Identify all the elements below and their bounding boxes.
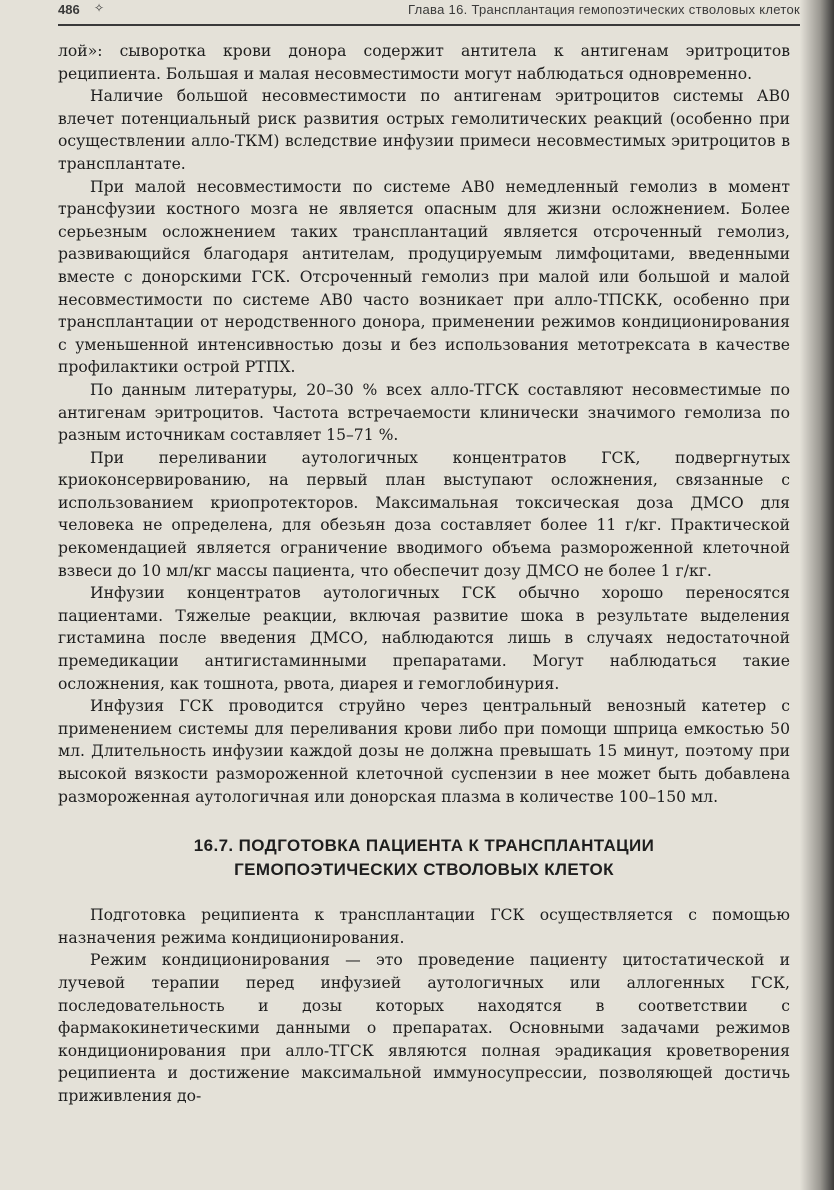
section-heading: [58, 834, 790, 882]
paragraph: Режим кондиционирования — это проведение пациенту цитостатической и лучевой терапии перед инфузией аутологичных или аллогенных ГСК, последовательность и дозы которых находятся в соответствии с фармакокинетическими данными о препаратах. Основными задачами режимов кондиционирования при алло-ТГСК являются полная эрадикация кроветворения реципиента и достижение максимальной иммуносупрессии, позволяющей достичь приживления до-: [58, 951, 790, 1105]
diamond-ornament-icon: ✧: [94, 1, 105, 15]
paragraph: Подготовка реципиента к трансплантации ГСК осуществляется с помощью назначения режима кондиционирования.: [58, 906, 790, 947]
section-heading-line: ГЕМОПОЭТИЧЕСКИХ СТВОЛОВЫХ КЛЕТОК: [234, 860, 614, 880]
running-header: [58, 0, 800, 26]
paragraph: Инфузия ГСК проводится струйно через центральный венозный катетер с применением системы для переливания крови либо при помощи шприца емкостью 50 мл. Длительность инфузии каждой дозы не должна превышать 15 минут, поэтому при высокой вязкости размороженной клеточной суспензии в нее может быть добавлена размороженная аутологичная или донорская плазма в количестве 100–150 мл.: [58, 697, 790, 806]
paragraph: При переливании аутологичных концентратов ГСК, подвергнутых криоконсервированию, на первый план выступают осложнения, связанные с использованием криопротекторов. Максимальная токсическая доза ДМСО для человека не определена, для обезьян доза составляет более 11 г/кг. Практической рекомендацией является ограничение вводимого объема размороженной клеточной взвеси до 10 мл/кг массы пациента, что обеспечит дозу ДМСО не более 1 г/кг.: [58, 448, 790, 580]
binding-shadow: [800, 0, 834, 1190]
paragraph: При малой несовместимости по системе АВ0 немедленный гемолиз в момент трансфузии костного мозга не является опасным для жизни осложнением. Более серьезным осложнением таких трансплантаций является отсроченный гемолиз, развивающийся благодаря антителам, продуцируемым лимфоцитами, введенными вместе с донорскими ГСК. Отсроченный гемолиз при малой или большой и малой несовместимости по системе АВ0 часто возникает при алло-ТПСКК, особенно при трансплантации от неродственного донора, применении режимов кондиционирования с уменьшенной интенсивностью дозы и без использования метотрексата в качестве профилактики острой РТПХ.: [58, 177, 790, 377]
page-number: 486: [58, 2, 80, 17]
running-title: Глава 16. Трансплантация гемопоэтических стволовых клеток: [408, 2, 800, 17]
page-body: [58, 40, 790, 1108]
paragraph: Наличие большой несовместимости по антигенам эритроцитов системы АВ0 влечет потенциальный риск развития острых гемолитических реакций (особенно при осуществлении алло-ТКМ) вследствие инфузии примеси несовместимых эритроцитов в трансплантате.: [58, 87, 790, 173]
section-heading-line: 16.7. ПОДГОТОВКА ПАЦИЕНТА К ТРАНСПЛАНТАЦИИ: [193, 836, 655, 856]
paragraph: Инфузии концентратов аутологичных ГСК обычно хорошо переносятся пациентами. Тяжелые реакции, включая развитие шока в результате выделения гистамина после введения ДМСО, наблюдаются лишь в случаях недостаточной премедикации антигистаминными препаратами. Могут наблюдаться такие осложнения, как тошнота, рвота, диарея и гемоглобинурия.: [58, 584, 790, 693]
paragraph: По данным литературы, 20–30 % всех алло-ТГСК составляют несовместимые по антигенам эритроцитов. Частота встречаемости клинически значимого гемолиза по разным источникам составляет 15–71 %.: [58, 380, 790, 445]
paragraph: лой»: сыворотка крови донора содержит антитела к антигенам эритроцитов реципиента. Большая и малая несовместимости могут наблюдаться одновременно.: [58, 42, 790, 83]
